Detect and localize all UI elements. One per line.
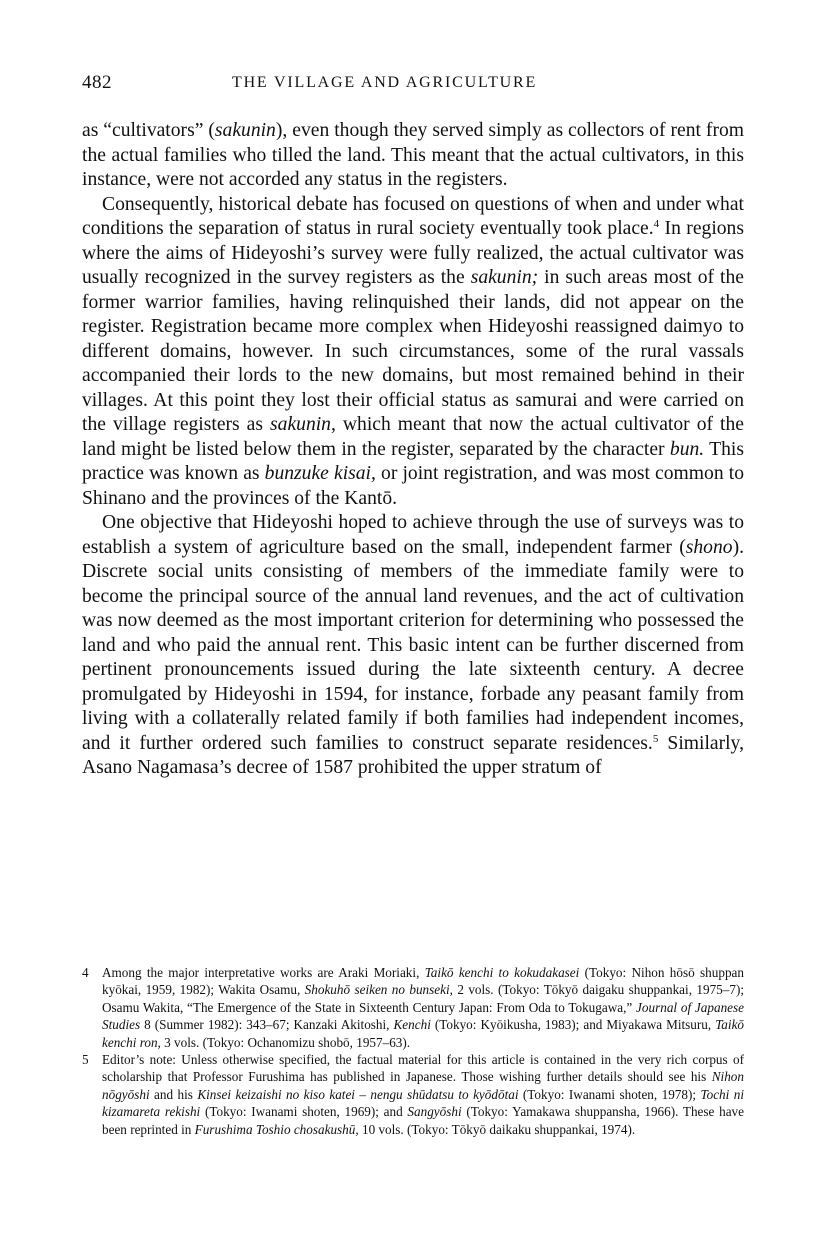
footnote-ref-4: 4 bbox=[653, 218, 660, 230]
page-header bbox=[82, 72, 742, 96]
paragraph-1: as “cultivators” (sakunin), even though they served simply as collectors of rent from the actual families who tilled the land. This meant that the actual cultivators, in this instance, were not accorded any status in the registers. bbox=[82, 120, 745, 190]
footnote-ref-5: 5 bbox=[652, 732, 659, 745]
term-italic: sakunin bbox=[214, 120, 276, 141]
paragraph-3: One objective that Hideyoshi hoped to achieve through the use of surveys was to establish a system of agriculture based on the small, independent farmer (shono). Discrete social units consisting of members of the immediate family were to become the principal source of the annual land revenues, and the act of cultivation was now deemed as the most important criterion for determining who possessed the land and who paid the annual rent. This basic intent can be further discerned from pertinent pronouncements issued during the late sixteenth century. A decree promulgated by Hideyoshi in 1594, for instance, forbade any peasant family from living with a collaterally related family if both families had independent incomes, and it further ordered such families to construct separate residences.$^5$ Similarly, Asano Nagamasa’s decree of 1587 prohibited the upper stratum of bbox=[82, 512, 744, 778]
footnote-number: 5 bbox=[82, 1052, 89, 1068]
footnote-5: 5 Editor’s note: Unless otherwise specified, the factual material for this article is contained in the very rich corpus of scholarship that Professor Furushima has published in Japanese. Those wishing further details should see his Nihon nōgyōshi and his Kinsei keizaishi no kiso katei – nengu shūdatsu to kyōdōtai (Tokyo: Iwanami shoten, 1978); Tochi ni kizamareta rekishi (Tokyo: Iwanami shoten, 1969); and Sangyōshi (Tokyo: Yamakawa shuppansha, 1966). These have been reprinted in Furushima Toshio chosakushū, 10 vols. (Tokyo: Tōkyō daikaku shuppankai, 1974). bbox=[82, 1052, 744, 1137]
footnote-number: 4 bbox=[82, 965, 89, 980]
term-italic: shono bbox=[685, 536, 733, 558]
term-italic: sakunin, bbox=[270, 414, 336, 435]
footnote-4: 4 Among the major interpretative works are Araki Moriaki, Taikō kenchi to kokudakasei (Tokyo: Nihon hōsō shuppan kyōkai, 1959, 1982); Wakita Osamu, Shokuhō seiken no bunseki, 2 vols. (Tokyo: Tōkyō daigaku shuppankai, 1975–7); Osamu Wakita, “The Emergence of the State in Sixteenth Century Japan: From Oda to Tokugawa,” Journal of Japanese Studies 8 (Summer 1982): 343–67; Kanzaki Akitoshi, Kenchi (Tokyo: Kyōikusha, 1983); and Miyakawa Mitsuru, Taikō kenchi ron, 3 vols. (Tokyo: Ochanomizu shobō, 1957–63). bbox=[82, 965, 745, 1050]
paragraph-2: Consequently, historical debate has focused on questions of when and under what conditions the separation of status in rural society eventually took place.$^4$ In regions where the aims of Hideyoshi’s survey were fully realized, the actual cultivator was usually recognized in the survey registers as the sakunin; in such areas most of the former warrior families, having relinquished their lands, did not appear on the register. Registration became more complex when Hideyoshi reassigned daimyo to different domains, however. In such circumstances, some of the rural vassals accompanied their lords to the new domains, but most remained behind in their villages. At this point they lost their official status as samurai and were carried on the village registers as sakunin, which meant that now the actual cultivator of the land might be listed below them in the register, separated by the character bun. This practice was known as bunzuke kisai, or joint registration, and was most common to Shinano and the provinces of the Kantō. bbox=[82, 193, 744, 509]
term-italic: sakunin; bbox=[470, 267, 539, 288]
running-head: THE VILLAGE AND AGRICULTURE bbox=[232, 74, 538, 91]
footnotes bbox=[82, 964, 744, 1138]
term-italic: bunzuke kisai, bbox=[264, 463, 376, 484]
term-italic: bun. bbox=[669, 438, 705, 460]
body-text bbox=[82, 119, 744, 781]
page-number: 482 bbox=[82, 72, 112, 93]
